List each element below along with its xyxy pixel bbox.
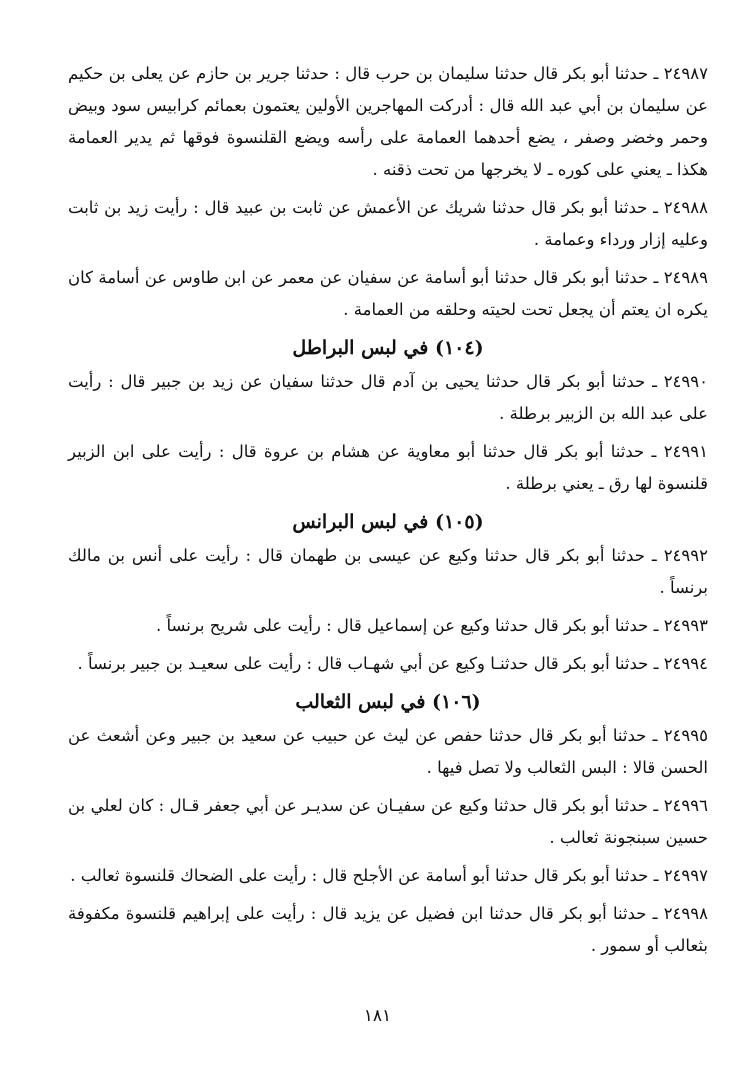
hadith-paragraph: ٢٤٩٩٧ ـ حدثنا أبو بكر قال حدثنا أبو أسامة عن الأجلح قال : رأيت على الضحاك قلنسوة ثعالب . — [70, 866, 708, 885]
hadith-paragraph: ٢٤٩٩٦ ـ حدثنا أبو بكر قال حدثنا وكيع عن سفيـان عن سديـر عن أبي جعفر قـال : كان لعلي بن حسين سبنجونة ثعالب . — [68, 796, 708, 847]
section-heading: (١٠٦) في لبس الثعالب — [295, 691, 481, 713]
hadith-paragraph: ٢٤٩٨٨ ـ حدثنا أبو بكر قال حدثنا شريك عن الأعمش عن ثابت بن عبيد قال : رأيت زيد بن ثابت وعليه إزار ورداء وعمامة . — [68, 198, 708, 249]
document-body — [68, 58, 708, 968]
hadith-paragraph: ٢٤٩٩٨ ـ حدثنا أبو بكر قال حدثنا ابن فضيل عن يزيد قال : رأيت على إبراهيم قلنسوة مكفوفة بثعالب أو سمور . — [68, 904, 708, 955]
hadith-paragraph: ٢٤٩٩٠ ـ حدثنا أبو بكر قال حدثنا يحيى بن آدم قال حدثنا سفيان عن زيد بن جبير قال : رأيت على عبد الله بن الزبير برطلة . — [68, 372, 708, 423]
hadith-paragraph: ٢٤٩٩١ ـ حدثنا أبو بكر قال حدثنا أبو معاوية عن هشام بن عروة قال : رأيت على ابن الزبير قلنسوة لها رق ـ يعني برطلة . — [68, 442, 708, 493]
hadith-paragraph: ٢٤٩٨٩ ـ حدثنا أبو بكر قال حدثنا أبو أسامة عن سفيان عن معمر عن ابن طاوس عن أسامة كان يكره ان يعتم أن يجعل تحت لحيته وحلقه من العمامة . — [68, 268, 708, 319]
hadith-paragraph: ٢٤٩٩٤ ـ حدثنا أبو بكر قال حدثنـا وكيع عن أبي شهـاب قال : رأيت على سعيـد بن جبير برنساً . — [77, 654, 708, 673]
section-heading: (١٠٥) في لبس البرانس — [292, 511, 484, 533]
section-heading: (١٠٤) في لبس البراطل — [292, 337, 484, 359]
hadith-paragraph: ٢٤٩٩٢ ـ حدثنا أبو بكر قال حدثنا وكيع عن عيسى بن طهمان قال : رأيت على أنس بن مالك برنساً . — [68, 546, 708, 597]
hadith-paragraph: ٢٤٩٩٣ ـ حدثنا أبو بكر قال حدثنا وكيع عن إسماعيل قال : رأيت على شريح برنساً . — [155, 616, 708, 635]
hadith-paragraph: ٢٤٩٩٥ ـ حدثنا أبو بكر قال حدثنا حفص عن ليث عن حبيب عن سعيد بن جبير وعن أشعث عن الحسن قالا : البس الثعالب ولا تصل فيها . — [68, 726, 708, 777]
page-number: ١٨١ — [363, 1006, 392, 1026]
hadith-paragraph: ٢٤٩٨٧ ـ حدثنا أبو بكر قال حدثنا سليمان بن حرب قال : حدثنا جرير بن حازم عن يعلى بن حكيم عن سليمان بن أبي عبد الله قال : أدركت المهاجرين الأولين يعتمون بعمائم كرابيس سود وبيض وحمر وخضر وصفر ، يضع أحدهما العمامة على رأسه ويضع القلنسوة فوقها ثم يدير العمامة هكذا ـ يعني على كوره ـ لا يخرجها من تحت ذقنه . — [68, 64, 708, 179]
